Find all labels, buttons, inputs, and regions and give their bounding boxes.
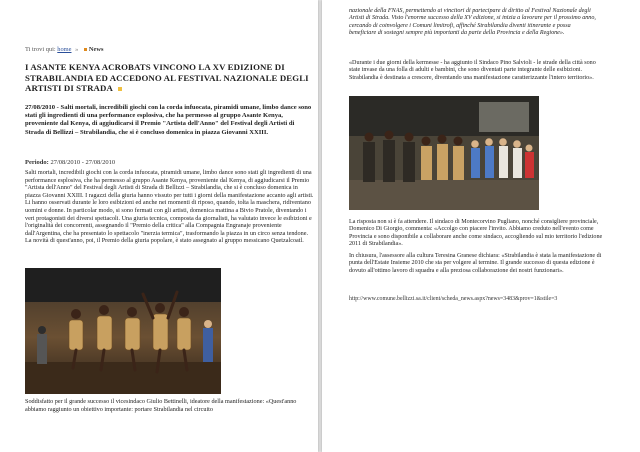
councillor-reply: La risposta non si è fa attendere. Il sindaco di Montecorvino Pugliano, nonché consigliere provinciale, Domenico Di Giorgio, commenta: «Accolgo con piacere l'invito. Abbiamo creduto nell'evento come Provincia e sono disponibile a collaborare anche come sindaco, accogliendo sul mio territorio l'edizione 2011 di Strabilandia». — [349, 219, 603, 248]
mayor-quote: «Durante i due giorni della kermesse - ha aggiunto il Sindaco Pino Salvioli - le strade della città sono state invase da una folla di adulti e bambini, che sono diventati parte integrante delle esibizioni. Strabilandia è destinata a crescere, diventando una manifestazione caratterizzante l'intero territorio». — [349, 60, 596, 81]
group-photo-image — [349, 96, 539, 210]
bullet-icon — [84, 48, 87, 51]
article-period — [25, 159, 115, 166]
article-continuation: nazionale della FNAS, permettendo ai vincitori di partecipare di diritto al Festival Nazionale degli Artisti di Strada. Visto l'enorme successo della XV edizione, si inizia a lavorare per il prossimo anno, cercando di coinvolgere i Comuni limitrofi, affinché Strabilandia diventi itinerante e possa beneficiare di sostegni sempre più importanti da parte della Provincia e della Regione». — [349, 8, 596, 37]
headline-dot-icon — [118, 87, 122, 91]
article-body: Salti mortali, incredibili giochi con la corda infuocata, piramidi umane, limbo dance sono stati gli ingredienti di una performance esplosiva, che ha permesso al gruppo Asante Kenya, proveniente dal Kenya, di aggiudicarsi il Premio "Artista dell'Anno" del Festival degli Artisti di Strada di Bellizzi – Strabilandia, che si è concluso domenica in piazza Giovanni XXIII. I ragazzi della giuria hanno vissuto per tutti i giorni della manifestazione accanto agli artisti. Li hanno osservati durante le loro esibizioni ed anche nei momenti di riposo, quando, tolta la maschera, ridiventano uomini e donne. In particolar modo, si sono fermati con gli artisti, domenica mattina a Bivio Pratole, diventando i veri protagonisti dei diversi spettacoli. Una giuria tecnica, composta da giornalisti, ha valutato invece le esibizioni e l'originalità dei concorrenti, assegnando il "Premio della critica" alla Compagnia Engranaje proveniente dall'Argentina, che ha presentato lo spettacolo "inerzia termica", trasformando la piazza in un circo senza tendone. La novità di quest'anno, poi, il Premio della giuria popolare, è stato assegnato al gruppo messicano Quetzalcoatl. — [25, 169, 314, 245]
photo-caption: Soddisfatto per il grande successo il vicesindaco Giulio Bettinelli, ideatore della manifestazione: «Quest'anno abbiamo raggiunto un obiettivo importante: portare Strabilandia nel circuito — [25, 398, 297, 413]
assessor-closing: In chiusura, l'assessore alla cultura Teresina Granese dichiara: «Strabilandia è stata la manifestazione di punta dell'Estate Insieme 2010 che sta per volgere al termine. Il grande successo di questa edizione è dovuto all'ottimo lavoro di squadra e alla preziosa collaborazione dei nostri funzionari». — [349, 253, 602, 274]
headline-text: I ASANTE KENYA ACROBATS VINCONO LA XV EDIZIONE DI STRABILANDIA ED ACCEDONO AL FESTIVAL NAZIONALE DEGLI ARTISTI DI STRADA — [25, 62, 309, 94]
breadcrumb-home-link[interactable]: home — [57, 46, 72, 53]
breadcrumb-prefix: Ti trovi qui: — [25, 46, 56, 53]
article-headline — [25, 62, 315, 94]
article-lead: 27/08/2010 - Salti mortali, incredibili giochi con la corda infuocata, piramidi umane, limbo dance sono stati gli ingredienti di una performance esplosiva, che ha permesso al gruppo Asante Kenya, proveniente dal Kenya, di aggiudicarsi il Premio "Artista dell'Anno" del Festival degli Artisti di Strada di Bellizzi – Strabilandia, che si è concluso domenica in piazza Giovanni XXIII. — [25, 104, 312, 136]
breadcrumb — [25, 46, 103, 53]
group-photo — [349, 96, 539, 210]
acrobats-photo-image — [25, 268, 221, 394]
acrobats-photo — [25, 268, 221, 394]
period-value: 27/08/2010 - 27/08/2010 — [50, 159, 116, 166]
source-url: http://www.comune.bellizzi.sa.it/client/scheda_news.aspx?news=3483&prov=1&stile=3 — [349, 296, 558, 302]
breadcrumb-separator: » — [75, 46, 79, 53]
period-label: Periodo: — [25, 159, 49, 166]
left-page — [0, 0, 318, 452]
breadcrumb-current: News — [88, 46, 104, 53]
